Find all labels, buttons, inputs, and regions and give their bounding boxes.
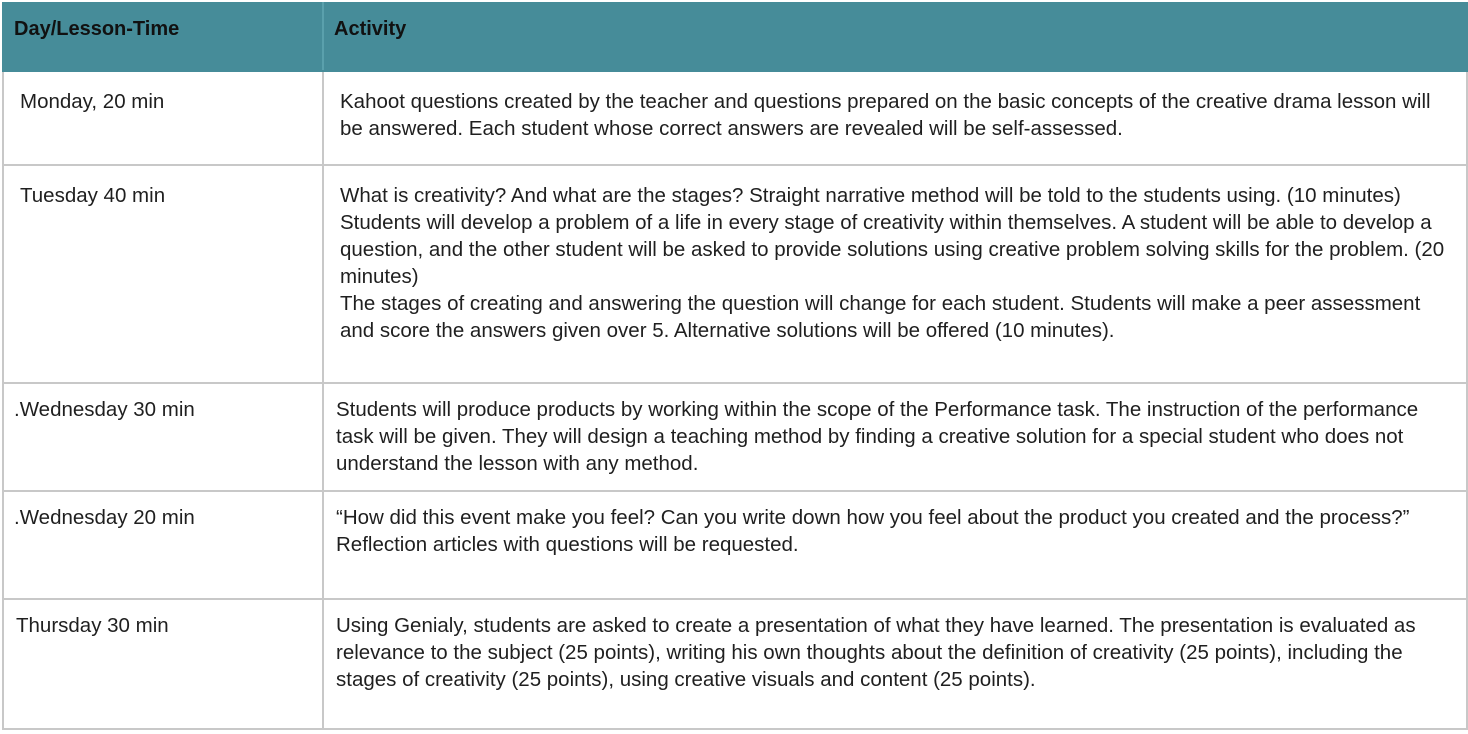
activity-text: “How did this event make you feel? Can you write down how you feel about the product you created and the process?” Reflection articles with questions will be requested. [336, 506, 1410, 556]
activity-cell [323, 165, 1467, 383]
activity-cell [323, 71, 1467, 165]
header-activity: Activity [323, 3, 1467, 71]
activity-cell [323, 599, 1467, 729]
table-row [3, 71, 1467, 165]
activity-text: Using Genialy, students are asked to create a presentation of what they have learned. The presentation is evaluated as relevance to the subject (25 points), writing his own thoughts about the definition of creativity (25 points), including the stages of creativity (25 points), using creative visuals and content (25 points). [336, 614, 1416, 691]
table-header [3, 3, 1467, 71]
day-cell: .Wednesday 30 min [3, 383, 323, 491]
activity-text: The stages of creating and answering the question will change for each student. Students will make a peer assessment and score the answers given over 5. Alternative solutions will be offered (10 minutes). [340, 292, 1421, 342]
table-row [3, 599, 1467, 729]
table-row [3, 491, 1467, 599]
activity-text: Kahoot questions created by the teacher and questions prepared on the basic concepts of the creative drama lesson will be answered. Each student whose correct answers are revealed will be self-assessed. [340, 90, 1431, 140]
day-cell: Tuesday 40 min [3, 165, 323, 383]
activity-text: Students will produce products by working within the scope of the Performance task. The instruction of the performance task will be given. They will design a teaching method by finding a creative solution for a special student who does not understand the lesson with any method. [336, 398, 1419, 475]
lesson-plan-table [2, 2, 1468, 730]
day-cell: Monday, 20 min [3, 71, 323, 165]
activity-text: Students will develop a problem of a life in every stage of creativity within themselves. A student will be able to develop a question, and the other student will be asked to provide solutions using creative problem solving skills for the problem. (20 minutes) [340, 211, 1445, 288]
header-row [3, 3, 1467, 71]
day-cell: Thursday 30 min [3, 599, 323, 729]
table-body [3, 71, 1467, 729]
table-row [3, 165, 1467, 383]
table-row [3, 383, 1467, 491]
activity-cell [323, 491, 1467, 599]
day-cell: .Wednesday 20 min [3, 491, 323, 599]
header-day-lesson-time: Day/Lesson-Time [3, 3, 323, 71]
activity-cell [323, 383, 1467, 491]
activity-text: What is creativity? And what are the stages? Straight narrative method will be told to the students using. (10 minutes) [340, 184, 1401, 207]
